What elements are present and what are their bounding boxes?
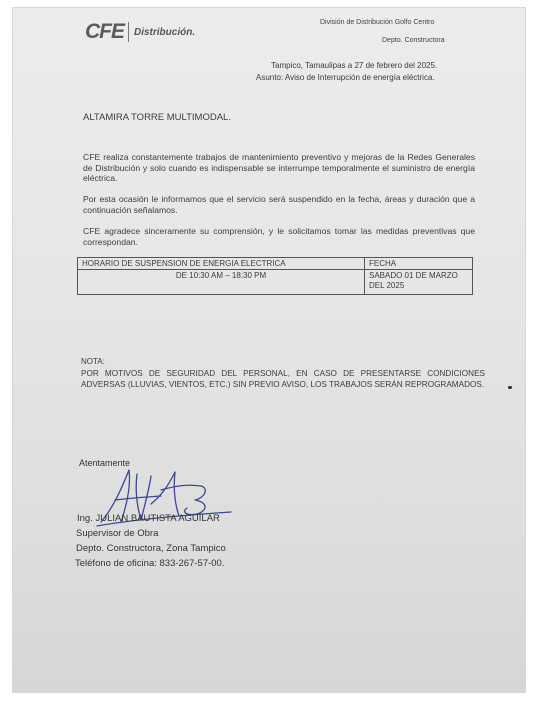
division-name: División de Distribución Golfo Centro [320, 19, 435, 26]
paragraph-1: CFE realiza constantemente trabajos de mantenimiento preventivo y mejoras de la Redes Generales de Distribución y solo cuando es indispensable se interrumpe temporalmente el suministro de energía eléctrica. [83, 152, 475, 183]
department-name: Depto. Constructora [382, 37, 445, 44]
note-label: NOTA: [81, 357, 105, 366]
subject-line: Asunto: Aviso de Interrupción de energía eléctrica. [256, 73, 435, 82]
logo-divider [128, 22, 129, 42]
ink-speck [508, 386, 512, 389]
paragraph-2: Por esta ocasión le informamos que el servicio será suspendido en la fecha, áreas y duración que a continuación señalamos. [83, 194, 475, 215]
schedule-time: DE 10:30 AM – 18:30 PM [78, 270, 365, 295]
note-text: POR MOTIVOS DE SEGURIDAD DEL PERSONAL, EN CASO DE PRESENTARSE CONDICIONES ADVERSAS (LLUVIAS, VIENTOS, ETC.) SIN PREVIO AVISO, LOS TRABAJOS SERÁN REPROGRAMADOS. [81, 369, 485, 389]
logo-division-text: Distribución. [134, 26, 196, 38]
signer-role: Supervisor de Obra [76, 528, 159, 539]
schedule-table [77, 257, 473, 295]
cfe-logo [85, 20, 195, 44]
schedule-header-time: HORARIO DE SUSPENSION DE ENERGIA ELECTRICA [78, 258, 365, 270]
closing: Atentamente [79, 458, 131, 468]
recipient: ALTAMIRA TORRE MULTIMODAL. [83, 112, 231, 123]
schedule-header-date: FECHA [364, 258, 472, 270]
signer-phone: Teléfono de oficina: 833-267-57-00. [75, 558, 225, 569]
paragraph-3: CFE agradece sinceramente su comprensión, y le solicitamos tomar las medidas preventivas que correspondan. [83, 226, 475, 247]
signer-department: Depto. Constructora, Zona Tampico [76, 543, 226, 554]
signer-name: Ing. JULIAN BAUTISTA AGUILAR [77, 513, 220, 524]
place-date: Tampico, Tamaulipas a 27 de febrero del 2025. [271, 61, 438, 70]
logo-cfe-text: CFE [85, 20, 124, 43]
letter-page [13, 8, 525, 692]
schedule-date: SABADO 01 DE MARZO DEL 2025 [364, 270, 472, 295]
